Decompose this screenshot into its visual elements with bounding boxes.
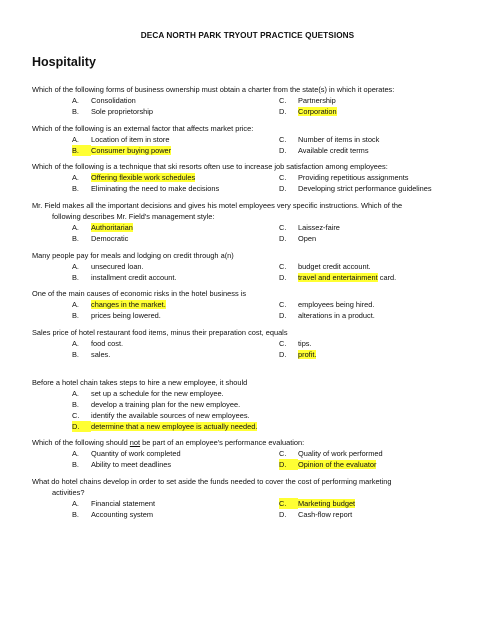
question-stem: Which of the following should not be part of an employee's performance evaluation: [32, 438, 305, 447]
option-c: C. identify the available sources of new employees. [72, 411, 250, 420]
option-c: C. tips. [279, 339, 312, 348]
option-b: B. develop a training plan for the new employee. [72, 400, 241, 409]
question-stem: Sales price of hotel restaurant food items, minus their preparation cost, equals [32, 328, 288, 337]
option-d: D. Open [279, 234, 317, 243]
option-d: D. profit. [279, 350, 317, 359]
options-row [32, 498, 472, 509]
option-d: D. Developing strict performance guidelines [279, 184, 432, 193]
question-2 [32, 123, 472, 156]
question-6 [32, 288, 472, 321]
option-a: A. Consolidation [72, 96, 136, 105]
question-10 [32, 476, 472, 520]
options-row [32, 310, 472, 321]
option-b: B. Consumer buying power [72, 146, 172, 155]
option-b: B. prices being lowered. [72, 311, 161, 320]
emphasis-not: not [129, 438, 141, 447]
option-a: A. changes in the market. [72, 300, 166, 309]
option-b: B. Democratic [72, 234, 129, 243]
option-b: B. Eliminating the need to make decisions [72, 184, 220, 193]
question-stem-continued: following describes Mr. Field's management style: [52, 212, 215, 221]
option-a: A. set up a schedule for the new employee. [72, 389, 224, 398]
section-heading: Hospitality [32, 55, 96, 69]
question-9 [32, 437, 472, 470]
options-row [32, 459, 472, 470]
options-row [32, 233, 472, 244]
option-c: C. Number of items in stock [279, 135, 380, 144]
option-a: A. Offering flexible work schedules [72, 173, 196, 182]
options-row [32, 106, 472, 117]
question-1 [32, 84, 472, 117]
option-d: D. Available credit terms [279, 146, 369, 155]
question-8 [32, 377, 472, 432]
option-d: D. alterations in a product. [279, 311, 375, 320]
options-row [32, 95, 472, 106]
option-a: A. Authoritarian [72, 223, 133, 232]
question-stem: Which of the following is an external factor that affects market price: [32, 124, 254, 133]
options-row [32, 509, 472, 520]
option-a: A. Location of item in store [72, 135, 170, 144]
question-stem: Many people pay for meals and lodging on credit through a(n) [32, 251, 234, 260]
option-d: D. Corporation [279, 107, 337, 116]
question-stem: Mr. Field makes all the important decisions and gives his motel employees very specific instructions. Which of the [32, 201, 403, 210]
option-d: D. determine that a new employee is actually needed. [72, 422, 258, 431]
option-b: B. Sole proprietorship [72, 107, 154, 116]
option-b: B. Accounting system [72, 510, 154, 519]
options-row [32, 448, 472, 459]
question-stem: Which of the following forms of business ownership must obtain a charter from the state(s) in which it operates: [32, 85, 395, 94]
option-c: C. Quality of work performed [279, 449, 383, 458]
option-d: D. Opinion of the evaluator [279, 460, 377, 469]
options-row [32, 299, 472, 310]
options-row [32, 338, 472, 349]
question-5 [32, 250, 472, 283]
question-3 [32, 161, 472, 194]
question-stem: One of the main causes of economic risks in the hotel business is [32, 289, 247, 298]
option-a: A. food cost. [72, 339, 124, 348]
option-b: B. installment credit account. [72, 273, 177, 282]
question-stem: What do hotel chains develop in order to set aside the funds needed to cover the cost of performing marketing [32, 477, 392, 486]
option-d: D. Cash-flow report [279, 510, 353, 519]
option-b: B. sales. [72, 350, 111, 359]
options-row [32, 222, 472, 233]
options-row [32, 272, 472, 283]
option-c: C. budget credit account. [279, 262, 371, 271]
option-c: C. Providing repetitious assignments [279, 173, 409, 182]
options-row [32, 183, 472, 194]
question-4 [32, 200, 472, 244]
question-stem: Which of the following is a technique that ski resorts often use to increase job satisfaction among employees: [32, 162, 388, 171]
options-row [32, 261, 472, 272]
option-c: C. employees being hired. [279, 300, 375, 309]
option-b: B. Ability to meet deadlines [72, 460, 172, 469]
question-stem-continued: activities? [52, 488, 85, 497]
options-row [32, 172, 472, 183]
options-row [32, 349, 472, 360]
question-stem: Before a hotel chain takes steps to hire a new employee, it should [32, 378, 248, 387]
option-a: A. unsecured loan. [72, 262, 144, 271]
option-c: C. Marketing budget [279, 499, 356, 508]
options-row [32, 134, 472, 145]
option-a: A. Quantity of work completed [72, 449, 181, 458]
options-row [32, 145, 472, 156]
question-7 [32, 327, 472, 360]
option-a: A. Financial statement [72, 499, 156, 508]
page-title: DECA NORTH PARK TRYOUT PRACTICE QUETSIONS [140, 31, 355, 40]
option-c: C. Laissez-faire [279, 223, 340, 232]
option-d: D. travel and entertainment card. [279, 273, 397, 282]
option-c: C. Partnership [279, 96, 336, 105]
